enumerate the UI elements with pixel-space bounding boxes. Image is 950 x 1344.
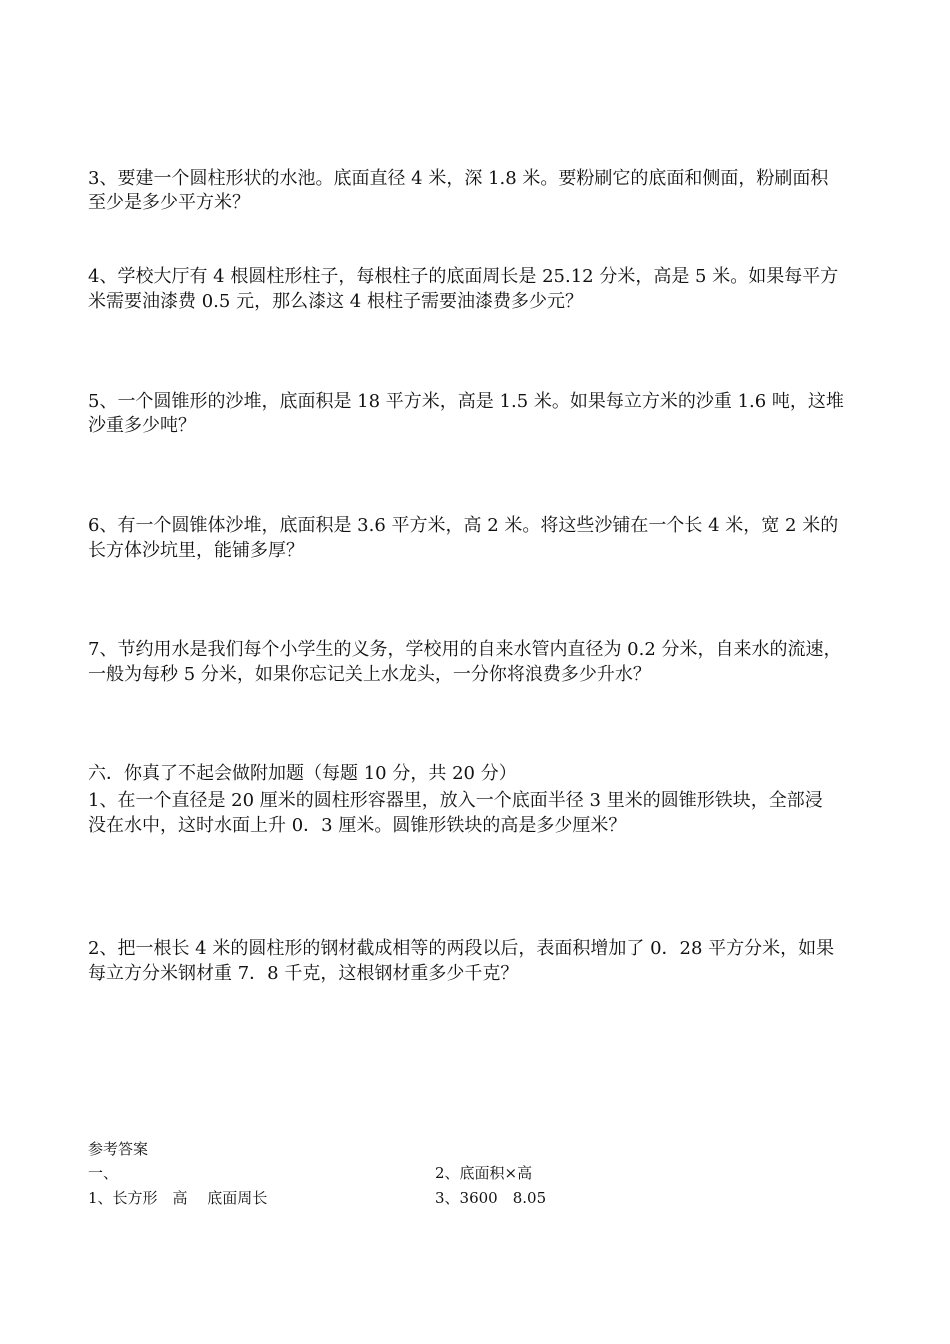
problem-7-line-1: 7、节约用水是我们每个小学生的义务，学校用的自来水管内直径为 0.2 分米，自来水的流速，	[88, 639, 842, 660]
bonus-2-line-1: 2、把一根长 4 米的圆柱形的钢材截成相等的两段以后，表面积增加了 0．28 平方分米，如果	[88, 938, 835, 959]
answer-1: 1、长方形 高 底面周长	[88, 1189, 268, 1207]
problem-6-line-2: 长方体沙坑里，能铺多厚？	[88, 540, 304, 561]
problem-5-line-1: 5、一个圆锥形的沙堆，底面积是 18 平方米，高是 1.5 米。如果每立方米的沙重 1.6 吨，这堆	[88, 391, 844, 412]
bonus-1-line-1: 1、在一个直径是 20 厘米的圆柱形容器里，放入一个底面半径 3 里米的圆锥形铁块，全部浸	[88, 790, 823, 811]
problem-6-line-1: 6、有一个圆锥体沙堆，底面积是 3.6 平方米，高 2 米。将这些沙铺在一个长 4 米，宽 2 米的	[88, 515, 839, 536]
problem-3-line-2: 至少是多少平方米？	[88, 192, 250, 213]
bonus-1-line-2: 没在水中，这时水面上升 0．3 厘米。圆锥形铁块的高是多少厘米？	[88, 815, 627, 836]
bonus-2-line-2: 每立方分米钢材重 7．8 千克，这根钢材重多少千克？	[88, 963, 519, 984]
section-6-heading: 六．你真了不起会做附加题（每题 10 分，共 20 分）	[88, 763, 517, 784]
answers-title: 参考答案	[88, 1140, 149, 1158]
problem-3-line-1: 3、要建一个圆柱形状的水池。底面直径 4 米，深 1.8 米。要粉刷它的底面和侧面，粉刷面积	[88, 168, 829, 189]
problem-4-line-2: 米需要油漆费 0.5 元，那么漆这 4 根柱子需要油漆费多少元？	[88, 291, 583, 312]
problem-7-line-2: 一般为每秒 5 分米，如果你忘记关上水龙头，一分你将浪费多少升水？	[88, 664, 651, 685]
answer-2: 2、底面积×高	[435, 1164, 533, 1182]
answers-section-1: 一、	[88, 1164, 119, 1182]
problem-4-line-1: 4、学校大厅有 4 根圆柱形柱子，每根柱子的底面周长是 25.12 分米，高是 5 米。如果每平方	[88, 266, 839, 287]
answer-3: 3、3600 8.05	[435, 1189, 547, 1207]
problem-5-line-2: 沙重多少吨？	[88, 415, 196, 436]
